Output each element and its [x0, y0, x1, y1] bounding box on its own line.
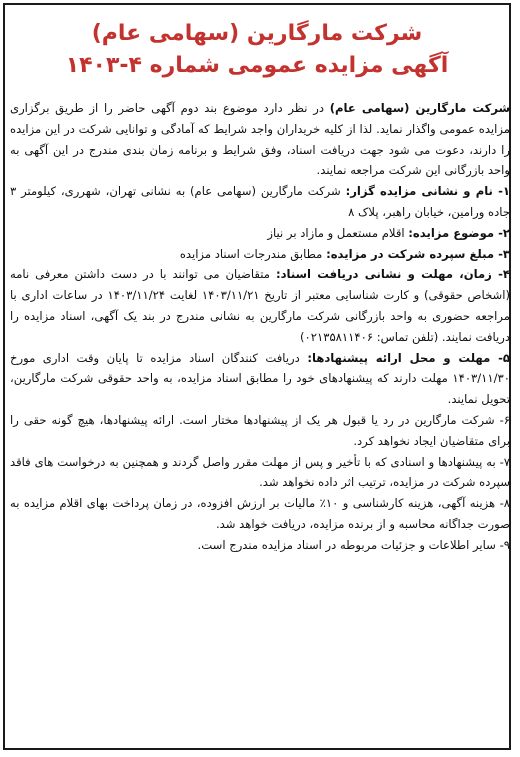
item-8	[10, 493, 510, 535]
item-text: اقلام مستعمل و مازاد بر نیاز	[267, 225, 409, 240]
item-2	[10, 223, 510, 244]
item-text: ۹- سایر اطلاعات و جزئیات مربوطه در اسناد مزایده مندرج است.	[197, 537, 510, 552]
item-lead: ۱- نام و نشانی مزایده گزار:	[345, 184, 510, 199]
item-text: شرکت مارگارین (سهامی عام) به نشانی تهران، شهرری، کیلومتر ۳ جاده ورامین، خیابان راهبر، پلاک ۸	[10, 184, 510, 219]
item-5	[10, 348, 510, 410]
item-lead: ۴- زمان، مهلت و نشانی دریافت اسناد:	[275, 267, 510, 282]
item-text: مطابق مندرجات اسناد مزایده	[179, 246, 327, 261]
notice-title: آگهی مزایده عمومی شماره ۴-۱۴۰۳	[65, 53, 449, 78]
item-text: متقاضیان می توانند با در دست داشتن معرفی نامه (اشخاص حقوقی) و کارت شناسایی معتبر از تاریخ ۱۴۰۳/۱۱/۲۱ لغایت ۱۴۰۳/۱۱/۲۴ در ساعات اداری با مراجعه حضوری به واحد بازرگانی شرکت مارگارین به نشانی مندرج در بند یک آگهی، اسناد مزایده را دریافت نمایند. (تلفن تماس: ۰۲۱۳۵۸۱۱۴۰۶)	[10, 267, 511, 344]
item-text: ۷- به پیشنهادها و اسنادی که با تأخیر و پس از مهلت مقرر واصل گردند و همچنین به درخواست های فاقد سپرده شرکت در مزایده، ترتیب اثر داده نخواهد شد.	[10, 454, 510, 490]
item-3	[10, 244, 510, 265]
item-lead: ۲- موضوع مزایده:	[408, 225, 510, 240]
intro-paragraph	[10, 98, 510, 181]
item-4	[10, 264, 510, 347]
item-1	[10, 181, 510, 223]
item-text: ۶- شرکت مارگارین در رد یا قبول هر یک از پیشنهادها مختار است. ارائه پیشنهادها، هیچ گونه حقی را برای متقاضیان ایجاد نخواهد کرد.	[10, 412, 510, 448]
item-text: دریافت کنندگان اسناد مزایده تا پایان وقت اداری مورخ ۱۴۰۳/۱۱/۳۰ مهلت دارند که پیشنهادهای خود را مطابق اسناد مزایده، به واحد حقوقی شرکت مارگارین، تحویل نمایند.	[10, 350, 510, 407]
notice-body	[10, 98, 510, 556]
item-9	[10, 535, 510, 556]
item-7	[10, 452, 510, 494]
item-text: ۸- هزینه آگهی، هزینه کارشناسی و ۱۰٪ مالیات بر ارزش افزوده، در زمان پرداخت بهای اقلام مزایده به صورت جداگانه محاسبه و از برنده مزایده، دریافت خواهد شد.	[10, 496, 510, 531]
intro-lead: شرکت مارگارین (سهامی عام)	[329, 101, 510, 115]
item-lead: ۵- مهلت و محل ارائه پیشنهادها:	[307, 350, 510, 365]
item-lead: ۳- مبلغ سپرده شرکت در مزایده:	[326, 246, 510, 261]
intro-text: در نظر دارد موضوع بند دوم آگهی حاضر را از طریق برگزاری مزایده عمومی واگذار نماید. لذا از کلیه خریداران واجد شرایط که آمادگی و توانایی شرکت در این مزایده را دارند، دعوت می شود جهت دریافت اسناد، وفق شرایط و برنامه زمان بندی مندرج در این آگهی به واحد بازرگانی این شرکت مراجعه نمایند.	[10, 101, 510, 178]
company-title: شرکت مارگارین (سهامی عام)	[91, 21, 423, 46]
item-6	[10, 410, 510, 452]
